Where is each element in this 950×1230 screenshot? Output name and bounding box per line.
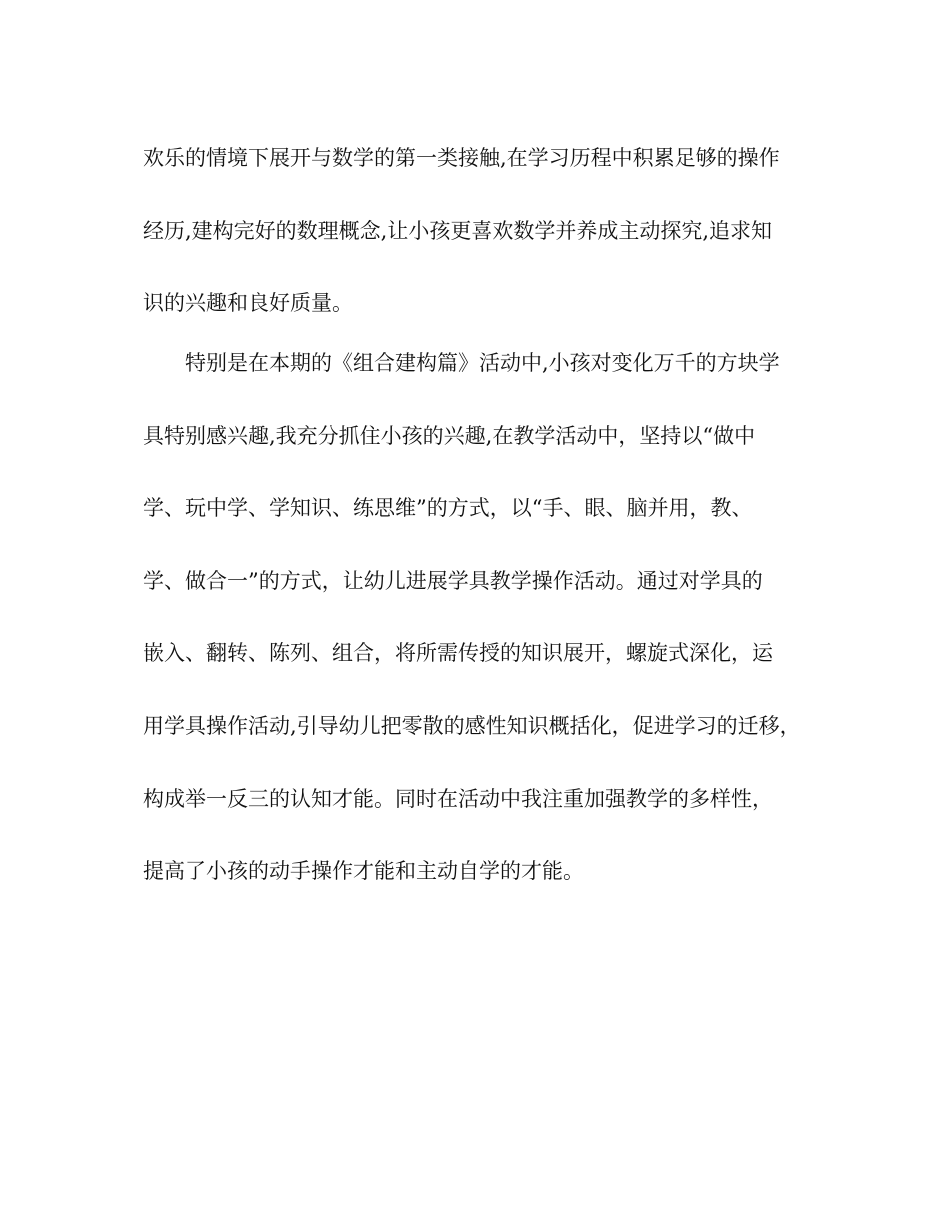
paragraph-2-line-7: 构成举一反三的认知才能。同时在活动中我注重加强教学的多样性，: [143, 787, 773, 811]
paragraph-1-line-3: 识的兴趣和良好质量。: [143, 291, 353, 315]
paragraph-2-line-4: 学、做合一”的方式，让幼儿进展学具教学操作活动。通过对学具的: [143, 569, 763, 593]
paragraph-2-line-8: 提高了小孩的动手操作才能和主动自学的才能。: [143, 859, 584, 883]
paragraph-2-line-1: 特别是在本期的《组合建构篇》活动中,小孩对变化万千的方块学: [185, 351, 780, 375]
paragraph-2-line-5: 嵌入、翻转、陈列、组合，将所需传授的知识展开，螺旋式深化，运: [143, 641, 773, 665]
paragraph-1-line-1: 欢乐的情境下展开与数学的第一类接触,在学习历程中积累足够的操作: [143, 146, 780, 170]
paragraph-2-line-3: 学、玩中学、学知识、练思维”的方式，以“手、眼、脑并用，教、: [143, 496, 753, 520]
paragraph-1-line-2: 经历,建构完好的数理概念,让小孩更喜欢数学并养成主动探究,追求知: [143, 219, 773, 243]
paragraph-2-line-2: 具特别感兴趣,我充分抓住小孩的兴趣,在教学活动中，坚持以“做中: [143, 424, 756, 448]
paragraph-2-line-6: 用学具操作活动,引导幼儿把零散的感性知识概括化，促进学习的迁移，: [143, 714, 801, 738]
